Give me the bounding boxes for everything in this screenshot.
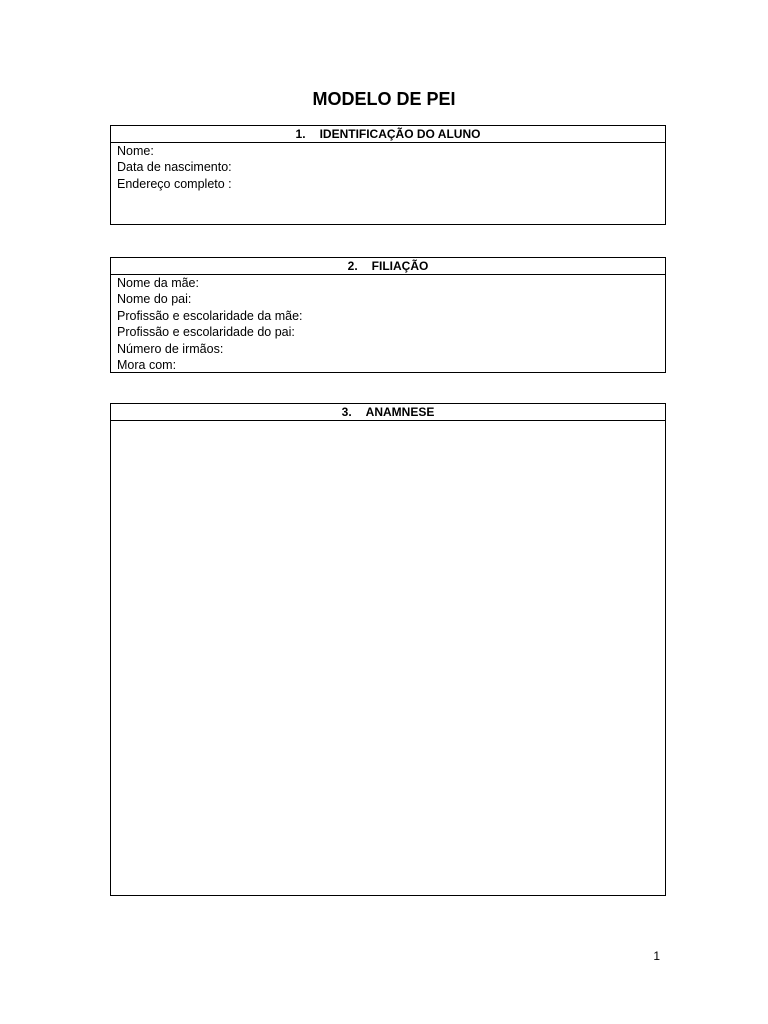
section-title: FILIAÇÃO (371, 259, 429, 273)
section-number: 2. (347, 259, 358, 273)
field-data-de-nascimento: Data de nascimento: (117, 160, 232, 175)
field-endereco-completo: Endereço completo : (117, 176, 232, 191)
section-header (111, 404, 665, 421)
section-number: 3. (341, 405, 352, 419)
field-profissao-escolaridade-pai: Profissão e escolaridade do pai: (117, 325, 295, 340)
section-filiacao (110, 257, 666, 373)
field-nome-do-pai: Nome do pai: (117, 292, 192, 307)
document-title: MODELO DE PEI (312, 89, 456, 109)
section-header (111, 126, 665, 143)
field-profissao-escolaridade-mae: Profissão e escolaridade da mãe: (117, 308, 303, 323)
section-identificacao-do-aluno (110, 125, 666, 225)
section-title: IDENTIFICAÇÃO DO ALUNO (319, 127, 481, 141)
page-number: 1 (653, 949, 660, 963)
field-mora-com: Mora com: (117, 358, 177, 373)
field-nome: Nome: (117, 144, 154, 158)
section-body (111, 143, 665, 192)
section-body (111, 275, 665, 373)
section-anamnese (110, 403, 666, 896)
section-header (111, 258, 665, 275)
section-number: 1. (295, 127, 306, 141)
field-nome-da-mae: Nome da mãe: (117, 276, 199, 290)
field-numero-de-irmaos: Número de irmãos: (117, 341, 224, 356)
section-title: ANAMNESE (365, 405, 435, 419)
